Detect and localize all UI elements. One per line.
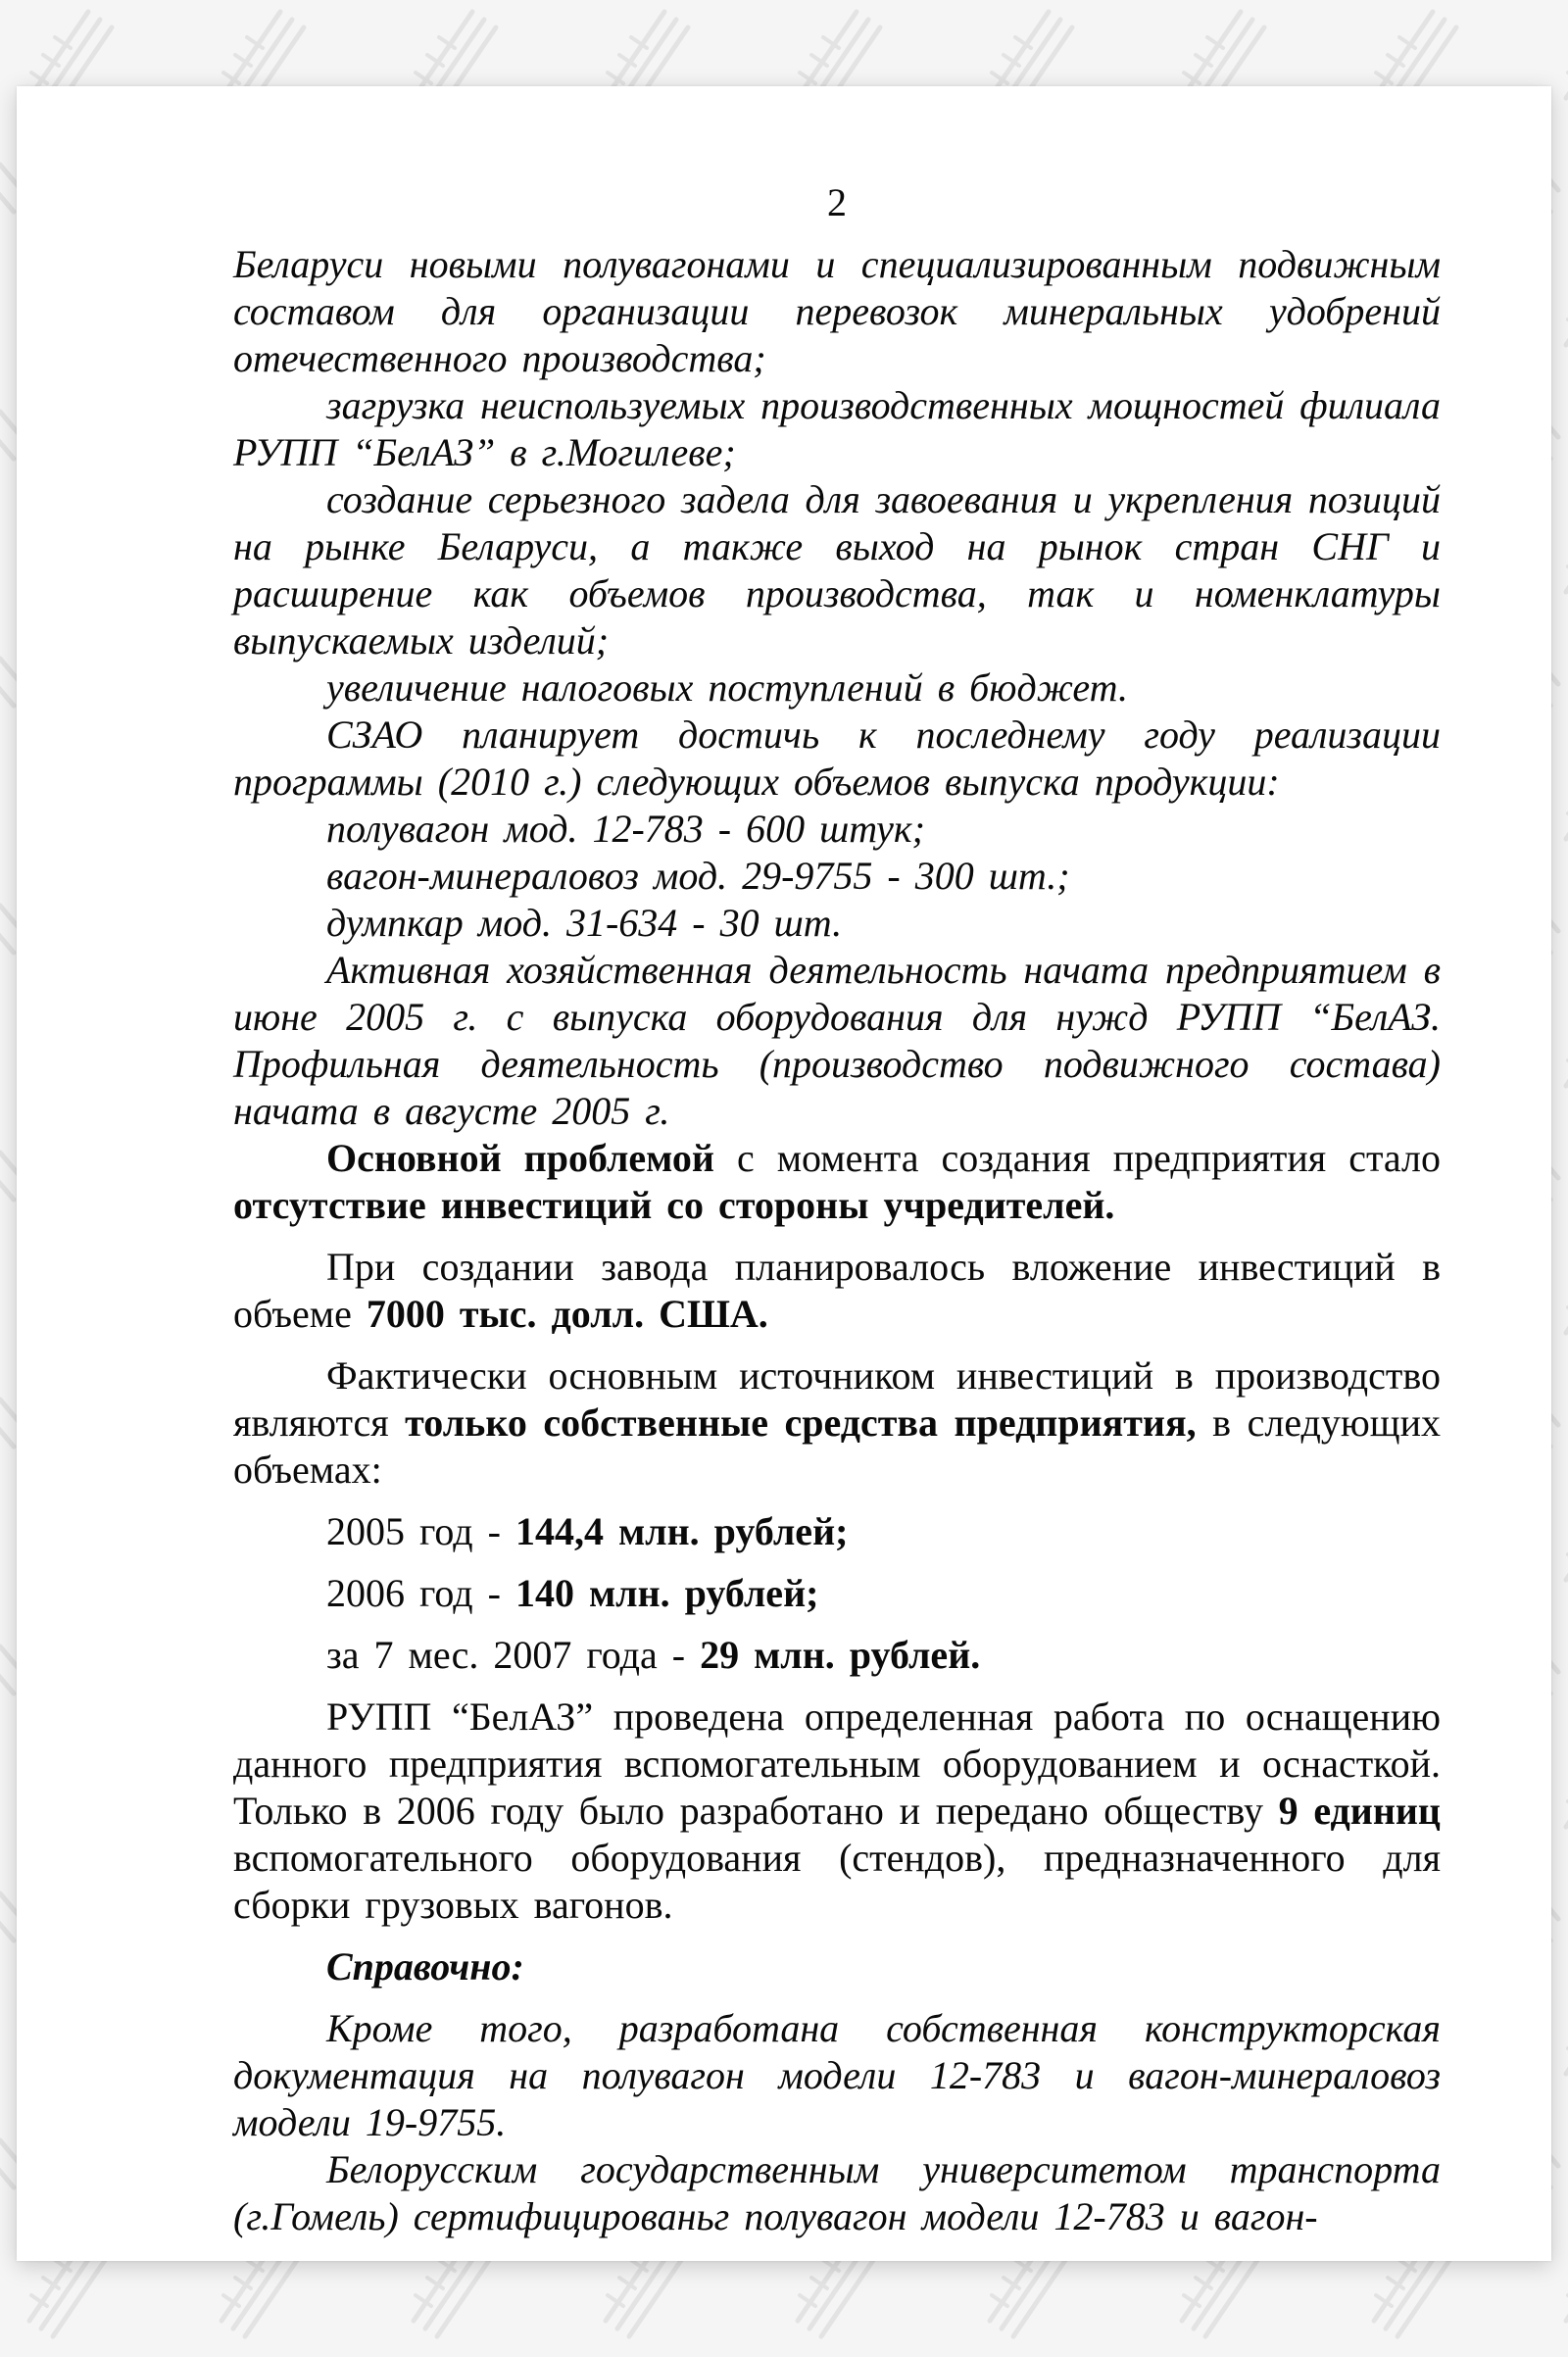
text-run: увеличение налоговых поступлений в бюджет.: [326, 665, 1128, 710]
text-run: РУПП “БелАЗ” проведена определенная работа по оснащению данного предприятия вспомогательным оборудованием и оснасткой. Только в 2006 году было разработано и передано обществу: [233, 1694, 1441, 1833]
text-run: Справочно:: [326, 1944, 524, 1989]
text-run: Фактически основным источником инвестиций в производство являются: [233, 1353, 1441, 1445]
paragraph: [233, 712, 1441, 806]
paragraph: [233, 241, 1441, 382]
bold-text-run: 140 млн. рублей;: [514, 1571, 819, 1615]
text-run: 2006 год -: [326, 1571, 515, 1615]
paragraph: [233, 1352, 1441, 1494]
text-run: СЗАО планирует достичь к последнему году реализации программы (2010 г.) следующих объемов выпуска продукции:: [233, 712, 1441, 804]
paragraph: [233, 947, 1441, 1135]
paragraph: [233, 476, 1441, 664]
text-run: Белорусским государственным университетом транспорта (г.Гомель) сертифицированьг полувагон модели 12-783 и вагон-: [233, 2147, 1441, 2238]
paragraph: [233, 2146, 1441, 2240]
paragraph: [233, 1244, 1441, 1338]
text-run: При создании завода планировалось вложение инвестиций в объеме: [233, 1245, 1441, 1336]
text-run: в следующих объемах:: [233, 1400, 1441, 1492]
text-run: за 7 мес. 2007 года -: [326, 1633, 701, 1677]
bold-text-run: 9 единиц: [1278, 1789, 1441, 1833]
text-run: создание серьезного задела для завоевания и укрепления позиций на рынке Беларуси, а также выход на рынок стран СНГ и расширение как объемов производства, так и номенклатуры выпускаемых изделий;: [233, 477, 1441, 663]
text-run: Кроме того, разработана собственная конструкторская документация на полувагон модели 12-783 и вагон-минераловоз модели 19-9755.: [233, 2006, 1441, 2144]
paragraph: [233, 1570, 1441, 1617]
text-run: вагон-минераловоз мод. 29-9755 - 300 шт.;: [326, 854, 1070, 898]
paragraph: [233, 1135, 1441, 1229]
text-run: с момента создания предприятия стало: [713, 1136, 1441, 1180]
text-run: Беларуси новыми полувагонами и специализированным подвижным составом для организации перевозок минеральных удобрений отечественного производства;: [233, 242, 1441, 380]
paragraph: [233, 664, 1441, 712]
bold-text-run: Основной проблемой: [326, 1136, 714, 1180]
document-page: [17, 86, 1551, 2261]
text-run: думпкар мод. 31-634 - 30 шт.: [326, 901, 843, 945]
paragraph: [233, 806, 1441, 853]
text-run: полувагон мод. 12-783 - 600 штук;: [326, 807, 925, 851]
paragraph: [233, 1694, 1441, 1929]
bold-text-run: 29 млн. рублей.: [700, 1633, 981, 1677]
paragraph: [233, 853, 1441, 900]
paragraph: [233, 1943, 1441, 1990]
bold-text-run: только собственные средства предприятия,: [405, 1400, 1197, 1445]
bold-text-run: 144,4 млн. рублей;: [514, 1509, 849, 1553]
document-body: [233, 241, 1441, 2240]
paragraph: [233, 900, 1441, 947]
text-run: загрузка неиспользуемых производственных мощностей филиала РУПП “БелАЗ” в г.Могилеве;: [233, 383, 1441, 474]
text-run: Активная хозяйственная деятельность начата предприятием в июне 2005 г. с выпуска оборудования для нужд РУПП “БелАЗ. Профильная деятельность (производство подвижного состава) начата в августе 2005 г.: [233, 948, 1441, 1133]
paragraph: [233, 1508, 1441, 1555]
text-run: вспомогательного оборудования (стендов), предназначенного для сборки грузовых вагонов.: [233, 1836, 1441, 1927]
paragraph: [233, 1632, 1441, 1679]
paragraph: [233, 382, 1441, 476]
bold-text-run: 7000 тыс. долл. США.: [366, 1292, 768, 1336]
paragraph: [233, 2005, 1441, 2146]
page-number: 2: [827, 180, 847, 224]
text-run: 2005 год -: [326, 1509, 515, 1553]
bold-text-run: отсутствие инвестиций со стороны учредителей.: [233, 1183, 1115, 1227]
